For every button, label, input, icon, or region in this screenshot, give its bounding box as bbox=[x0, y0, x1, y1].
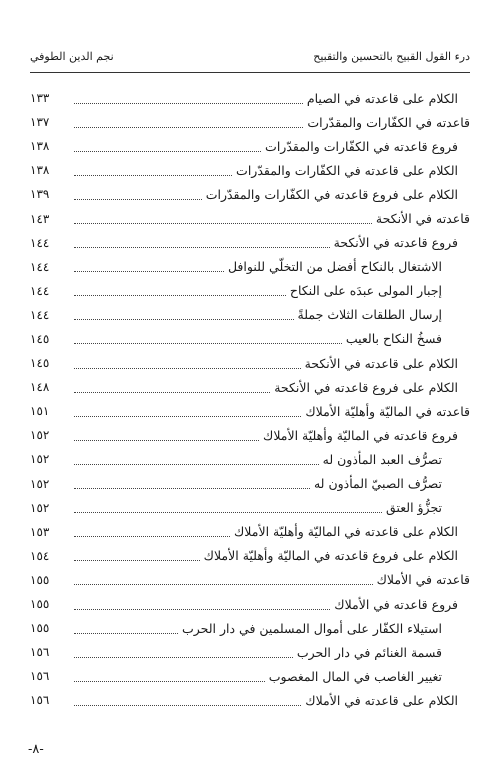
dot-leader bbox=[74, 440, 259, 441]
toc-entry-title: الكلام على فروع قاعدته في الأنكحة bbox=[274, 379, 458, 395]
toc-entry bbox=[30, 568, 470, 592]
toc-entry-page: ١٥٣ bbox=[30, 524, 50, 539]
dot-leader bbox=[74, 584, 373, 585]
toc-entry-title: قاعدته في الماليّة وأهليّة الأملاك bbox=[305, 403, 470, 419]
toc-entry bbox=[30, 399, 470, 423]
toc-entry-title: إرسال الطلقات الثلاث جملةً bbox=[297, 307, 442, 323]
toc-entry-title: الاشتغال بالنكاح أفضل من التخلّي للنوافل bbox=[227, 259, 442, 275]
toc-entry-page: ١٤٥ bbox=[30, 331, 50, 346]
toc-entry bbox=[30, 423, 470, 447]
toc-entry-title: الكلام على قاعدته في الكفّارات والمقدّرات bbox=[236, 162, 458, 178]
toc-entry bbox=[30, 447, 470, 471]
dot-leader bbox=[74, 127, 303, 128]
toc-entry-page: ١٥٦ bbox=[30, 669, 50, 684]
toc-entry bbox=[30, 206, 470, 230]
toc-entry-title: الكلام على قاعدته في الأنكحة bbox=[304, 355, 458, 371]
toc-entry-page: ١٣٨ bbox=[30, 139, 50, 154]
toc-entry-title: فروع قاعدته في الكفّارات والمقدّرات bbox=[265, 138, 458, 154]
dot-leader bbox=[74, 368, 301, 369]
dot-leader bbox=[74, 223, 372, 224]
toc-entry bbox=[30, 158, 470, 182]
toc-entry-page: ١٤٤ bbox=[30, 259, 50, 274]
dot-leader bbox=[74, 633, 178, 634]
toc-entry-title: الكلام على فروع قاعدته في الكفّارات والمقدّرات bbox=[205, 186, 458, 202]
toc-entry bbox=[30, 134, 470, 158]
toc-entry-title: قاعدته في الأنكحة bbox=[375, 211, 470, 227]
toc-entry-page: ١٥٥ bbox=[30, 621, 50, 636]
toc-entry bbox=[30, 496, 470, 520]
dot-leader bbox=[74, 705, 301, 706]
author-name: نجم الدين الطوفي bbox=[30, 50, 114, 63]
toc-entry-page: ١٣٣ bbox=[30, 91, 50, 106]
dot-leader bbox=[74, 681, 265, 682]
toc-entry-title: قاعدته في الأملاك bbox=[376, 572, 470, 588]
toc-entry-page: ١٤٤ bbox=[30, 235, 50, 250]
dot-leader bbox=[74, 343, 342, 344]
toc-entry bbox=[30, 327, 470, 351]
dot-leader bbox=[74, 657, 293, 658]
running-header bbox=[30, 50, 470, 68]
toc-entry-page: ١٥٥ bbox=[30, 597, 50, 612]
dot-leader bbox=[74, 271, 224, 272]
dot-leader bbox=[74, 609, 330, 610]
toc-entry-title: تصرُّف الصبيّ المأذون له bbox=[313, 476, 442, 492]
toc-entry bbox=[30, 640, 470, 664]
dot-leader bbox=[74, 512, 382, 513]
toc-entry-page: ١٥٢ bbox=[30, 476, 50, 491]
toc-entry-title: فروع قاعدته في الأنكحة bbox=[333, 235, 458, 251]
toc-entry-title: تصرُّف العبد المأذون له bbox=[322, 451, 442, 467]
dot-leader bbox=[74, 488, 310, 489]
toc-entry-title: فسخُ النكاح بالعيب bbox=[345, 331, 442, 347]
toc-entry-page: ١٥٦ bbox=[30, 693, 50, 708]
toc-entry-page: ١٤٤ bbox=[30, 283, 50, 298]
toc-entry-title: إجبار المولى عبدَه على النكاح bbox=[289, 283, 442, 299]
toc-entry-page: ١٣٨ bbox=[30, 163, 50, 178]
toc-entry-title: قاعدته في الكفّارات والمقدّرات bbox=[307, 114, 470, 130]
toc-entry bbox=[30, 303, 470, 327]
toc-entry-page: ١٣٩ bbox=[30, 187, 50, 202]
toc-entry-title: فروع قاعدته في الأملاك bbox=[334, 596, 458, 612]
book-title: درء القول القبيح بالتحسين والتقبيح bbox=[313, 50, 470, 63]
toc-entry-title: قسمة الغنائم في دار الحرب bbox=[296, 644, 442, 660]
toc-entry bbox=[30, 182, 470, 206]
toc-entry bbox=[30, 544, 470, 568]
dot-leader bbox=[74, 392, 270, 393]
toc-entry-page: ١٥٥ bbox=[30, 572, 50, 587]
toc-entry bbox=[30, 255, 470, 279]
toc-entry-page: ١٥٢ bbox=[30, 452, 50, 467]
dot-leader bbox=[74, 199, 202, 200]
toc-entry-page: ١٣٧ bbox=[30, 115, 50, 130]
toc-entry-page: ١٤٨ bbox=[30, 380, 50, 395]
dot-leader bbox=[74, 175, 232, 176]
toc-entry bbox=[30, 688, 470, 712]
table-of-contents bbox=[30, 86, 470, 712]
page-number: -٨- bbox=[28, 742, 44, 757]
dot-leader bbox=[74, 319, 294, 320]
dot-leader bbox=[74, 416, 301, 417]
toc-entry-title: الكلام على فروع قاعدته في الماليّة وأهليّة الأملاك bbox=[203, 548, 458, 564]
toc-entry-title: تجزُّؤ العتق bbox=[386, 500, 442, 516]
toc-entry-title: فروع قاعدته في الماليّة وأهليّة الأملاك bbox=[263, 427, 458, 443]
toc-entry-title: تغيير الغاصب في المال المغصوب bbox=[268, 668, 442, 684]
dot-leader bbox=[74, 295, 286, 296]
toc-entry-page: ١٤٤ bbox=[30, 307, 50, 322]
toc-entry bbox=[30, 110, 470, 134]
dot-leader bbox=[74, 464, 319, 465]
toc-entry bbox=[30, 375, 470, 399]
toc-entry-page: ١٥٦ bbox=[30, 645, 50, 660]
toc-entry-page: ١٤٥ bbox=[30, 356, 50, 371]
toc-entry-title: الكلام على قاعدته في الماليّة وأهليّة الأملاك bbox=[234, 524, 458, 540]
dot-leader bbox=[74, 536, 230, 537]
toc-entry bbox=[30, 616, 470, 640]
toc-entry-title: استيلاء الكفّار على أموال المسلمين في دار الحرب bbox=[182, 620, 442, 636]
toc-entry-page: ١٥٢ bbox=[30, 500, 50, 515]
dot-leader bbox=[74, 560, 200, 561]
toc-entry-page: ١٥٤ bbox=[30, 548, 50, 563]
toc-entry bbox=[30, 664, 470, 688]
toc-entry bbox=[30, 520, 470, 544]
toc-entry-page: ١٥١ bbox=[30, 404, 50, 419]
toc-entry bbox=[30, 279, 470, 303]
toc-entry bbox=[30, 231, 470, 255]
toc-entry-title: الكلام على قاعدته في الأملاك bbox=[305, 692, 458, 708]
toc-entry bbox=[30, 351, 470, 375]
dot-leader bbox=[74, 103, 303, 104]
toc-entry bbox=[30, 592, 470, 616]
header-divider bbox=[30, 72, 470, 73]
toc-entry bbox=[30, 472, 470, 496]
toc-entry-title: الكلام على قاعدته في الصيام bbox=[306, 90, 458, 106]
toc-entry-page: ١٥٢ bbox=[30, 428, 50, 443]
toc-entry bbox=[30, 86, 470, 110]
dot-leader bbox=[74, 247, 330, 248]
dot-leader bbox=[74, 151, 261, 152]
toc-entry-page: ١٤٣ bbox=[30, 211, 50, 226]
